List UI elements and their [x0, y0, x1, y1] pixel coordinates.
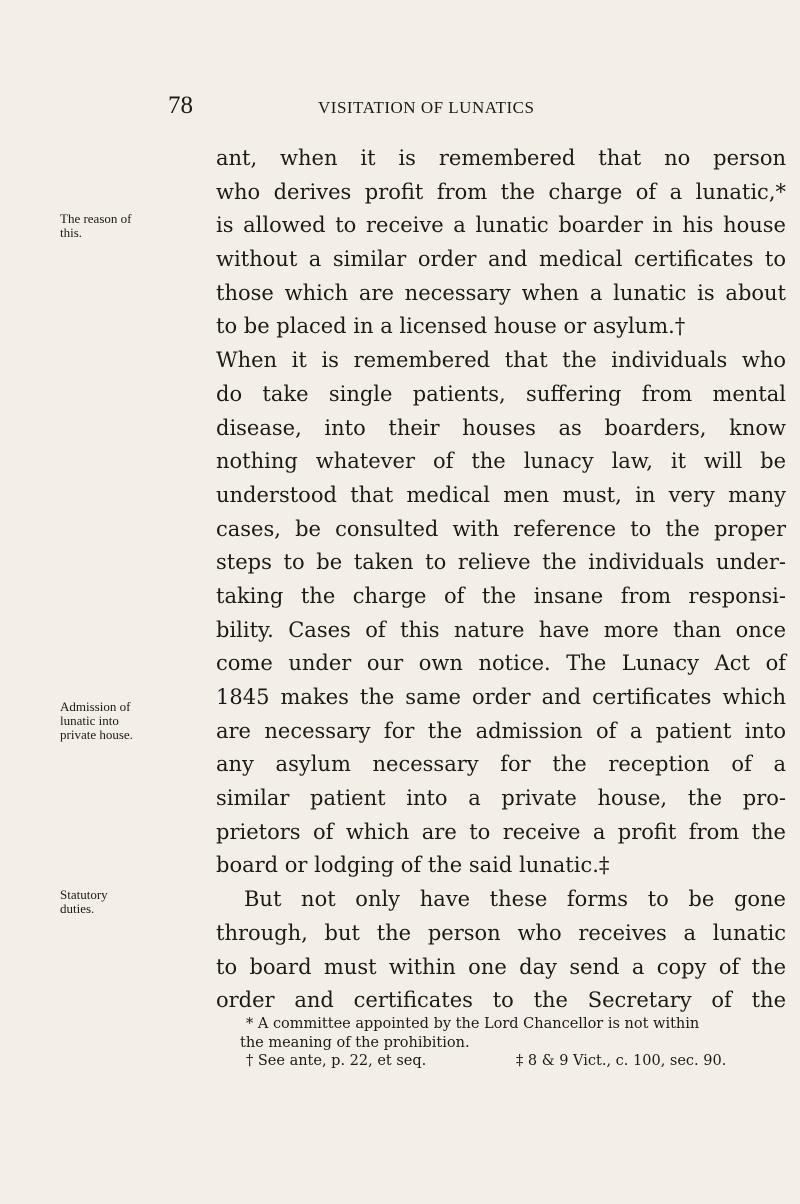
margin-note-statutory: [60, 888, 210, 916]
text-line: board or lodging of the said lunatic.‡: [216, 853, 610, 878]
text-line: those which are necessary when a lunatic is about: [216, 280, 786, 305]
text-line: any asylum necessary for the reception of a: [216, 752, 786, 777]
text-line: understood that medical men must, in very many: [216, 482, 786, 507]
footnote-dagger: † See ante, p. 22, et seq.: [246, 1053, 427, 1069]
text-line: But not only have these forms to be gone: [244, 887, 786, 912]
text-line: nothing whatever of the lunacy law, it will be: [216, 449, 786, 474]
margin-note-line: duties.: [60, 901, 95, 916]
text-line: 1845 makes the same order and certificates which: [216, 685, 786, 709]
body-text: [216, 142, 786, 1018]
text-line: disease, into their houses as boarders, know: [216, 415, 786, 440]
margin-note-line: lunatic into: [60, 713, 119, 728]
text-line: order and certificates to the Secretary of the: [216, 988, 786, 1013]
footnotes: [240, 1015, 790, 1071]
text-line: cases, be consulted with reference to the proper: [216, 516, 786, 541]
footnote-star-continued: the meaning of the prohibition.: [240, 1034, 470, 1051]
page-header: [0, 92, 800, 122]
margin-note-line: private house.: [60, 727, 133, 742]
text-line: without a similar order and medical certificates to: [216, 247, 786, 272]
text-line: do take single patients, suffering from mental: [216, 381, 786, 406]
margin-note-line: The reason of: [60, 211, 132, 226]
text-line: to be placed in a licensed house or asylum.†: [216, 314, 686, 339]
text-line: bility. Cases of this nature have more than once: [216, 617, 786, 642]
text-line: through, but the person who receives a lunatic: [216, 920, 786, 945]
text-line: similar patient into a private house, the pro-: [216, 786, 786, 811]
text-line: When it is remembered that the individuals who: [216, 348, 786, 373]
text-line: ant, when it is remembered that no person: [216, 146, 786, 170]
footnote-star: * A committee appointed by the Lord Chancellor is not within: [246, 1016, 700, 1032]
margin-note-admission: [60, 700, 210, 742]
margin-note-reason: [60, 212, 210, 240]
running-title: VISITATION OF LUNATICS: [318, 98, 535, 117]
text-line: is allowed to receive a lunatic boarder in his house: [216, 213, 786, 238]
text-line: come under our own notice. The Lunacy Act of: [216, 651, 786, 676]
page-number: 78: [168, 92, 193, 119]
text-line: taking the charge of the insane from responsi-: [216, 583, 786, 608]
text-line: prietors of which are to receive a profit from the: [216, 819, 786, 844]
margin-note-line: this.: [60, 225, 83, 240]
text-line: steps to be taken to relieve the individuals under-: [216, 550, 786, 575]
margin-note-line: Statutory: [60, 887, 108, 902]
footnote-row: [240, 1052, 790, 1071]
text-line: are necessary for the admission of a patient into: [216, 718, 786, 743]
margin-note-line: Admission of: [60, 699, 131, 714]
footnote-double-dagger: ‡ 8 & 9 Vict., c. 100, sec. 90.: [516, 1053, 727, 1069]
text-line: to board must within one day send a copy of the: [216, 954, 786, 979]
text-line: who derives profit from the charge of a lunatic,*: [216, 179, 786, 204]
